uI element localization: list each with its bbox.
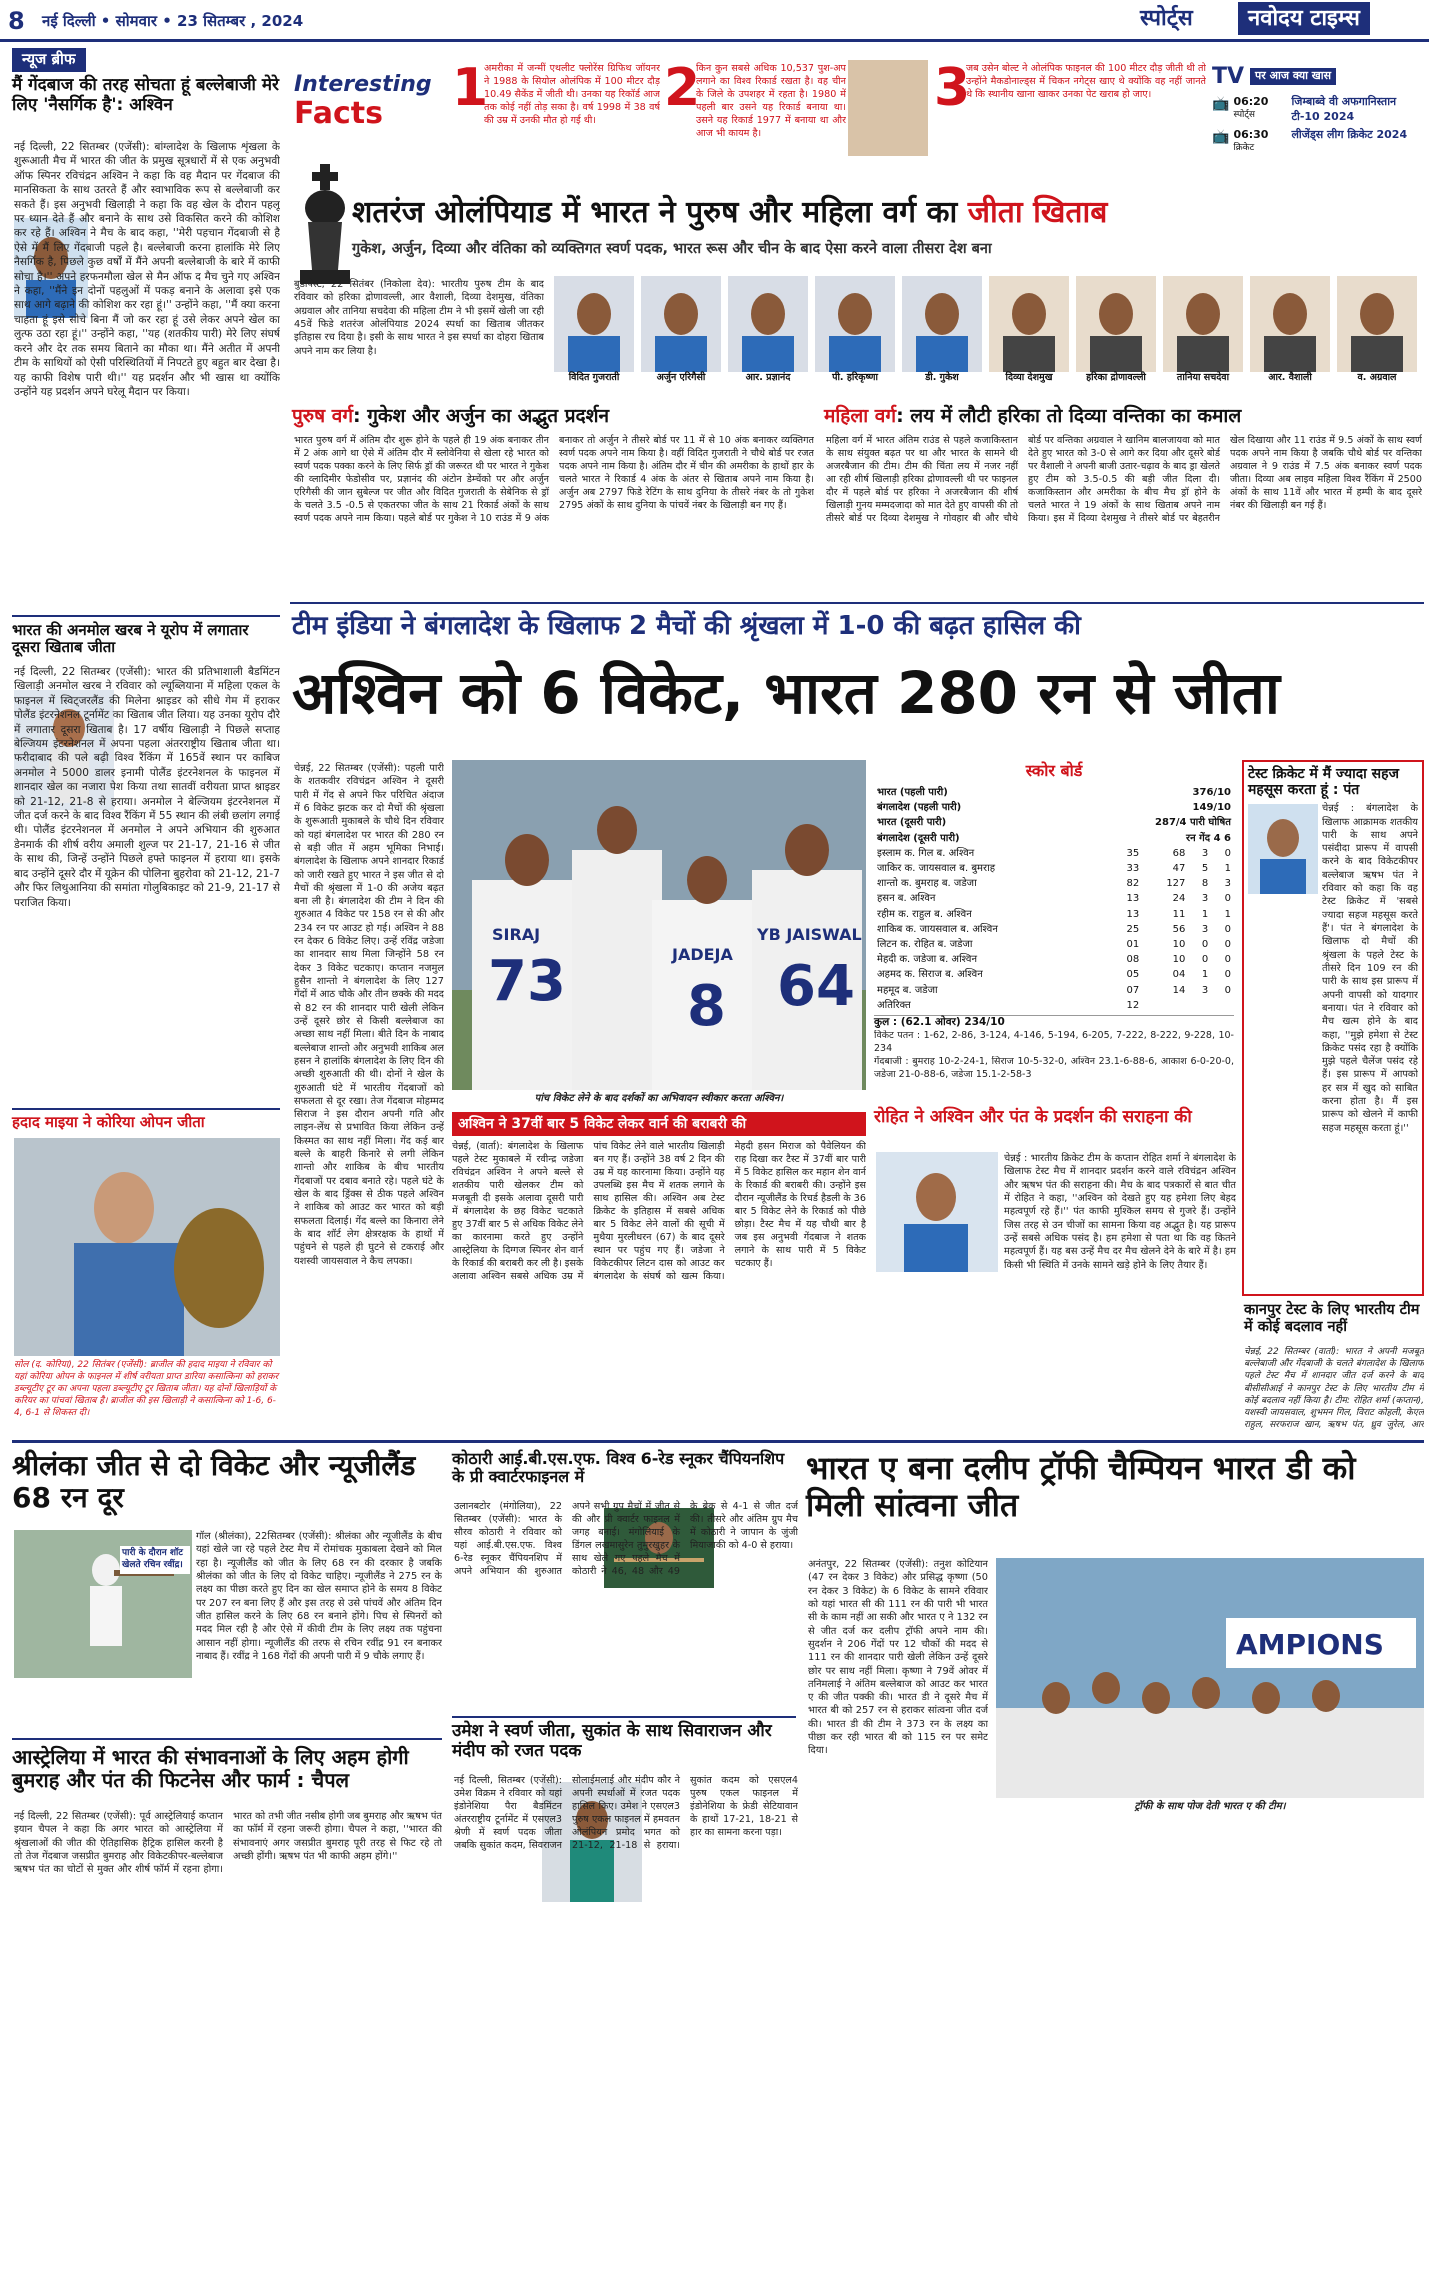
player-name: व. अग्रवाल	[1357, 372, 1397, 383]
batter-cell: अहमद क. सिराज ब. अश्विन	[877, 969, 983, 981]
batter-cell: शाकिब क. जायसवाल ब. अश्विन	[877, 923, 998, 935]
news-brief-label: न्यूज ब्रीफ	[12, 48, 86, 72]
batter-cell: 47	[1172, 863, 1186, 875]
scoreboard-innings-table	[874, 785, 1234, 846]
batter-row	[874, 891, 1234, 906]
batter-cell: रहीम क. राहुल ब. अश्विन	[877, 908, 972, 920]
warne-body: चेन्नई, (वार्ता): बंगलादेश के खिलाफ पहले टेस्ट मुकाबले में रवीन्द्र जडेजा रविचंद्रन अश्विन ने अपने बल्ले से शतकीय पारी खेलकर टीम को मजबूती दी इसके अलावा दूसरी पारी में बंगलादेश के छह विकेट चटकाते हुए 37वीं बार 5 से अधिक विकेट लेने का कारनामा करते हुए उन्होंने आस्ट्रेलिया के दिग्गज स्पिनर शेन वार्न के रिकार्ड की बराबरी कर ली है। इसके अलावा अश्विन सबसे अधिक उम्र में पांच विकेट लेने वाले भारतीय खिलाड़ी बन गए हैं। उन्होंने 38 वर्ष 2 दिन की उम्र में यह कारनामा किया। उन्होंने यह उपलब्धि इस मैच में शतक लगाने के साथ हासिल की। अश्विन अब टेस्ट क्रिकेट के इतिहास में सबसे अधिक बार 5 विकेट लेने वालों की सूची में मुथैया मुरलीधरन (67) के बाद दूसरे स्थान पर पहुंच गए हैं। जडेजा ने विकेटकीपर लिटन दास को आउट कर बंगलादेश के संघर्ष को खत्म किया। मेहदी हसन मिराज को पैवेलियन की राह दिखा कर टैस्ट में 37वीं बार पारी में 5 विकेट हासिल कर महान शेन वार्न के रिकार्ड की बराबरी की। उन्होंने इस दौरान न्यूजीलैंड के रिचर्ड हैडली के 36 बार 5 विकेट लेने के रिकार्ड को पीछे छोड़ा। टैस्ट मैच में यह चौथी बार है जब इस अनुभवी गेंदबाज ने शतक लगाने के साथ पारी में 5 विकेट चटकाए हैं।	[452, 1141, 866, 1283]
chess-headline-accent: जीता खिताब	[967, 195, 1108, 230]
chess-player	[987, 276, 1071, 396]
batter-cell: 08	[1126, 954, 1140, 966]
batter-cell: 1	[1201, 969, 1209, 981]
tv-channel: क्रिकेट	[1233, 142, 1255, 153]
facts-title-top: Interesting	[294, 72, 432, 97]
ashwin-brief-body: नई दिल्ली, 22 सितम्बर (एजेंसी): बांग्लादेश के खिलाफ शृंखला के शुरूआती मैच में भारत की जीत के प्रमुख सूत्रधारों में से एक अनुभवी ऑफ स्पिनर रविचंद्रन अश्विन ने कहा कि वह मैदान पर गेंदबाज की मानसिकता के साथ उतरते हैं और स्वाभाविक रूप से बल्लेबाजी कर सकते हैं। इस अनुभवी खिलाड़ी ने कहा कि वह खेल के दौरान पहलू पर ध्यान देते हैं और बनाने के साथ उसे विकसित करने की कोशिश कर रहे हैं। अश्विन ने मैच के बाद कहा, ''मेरी पहचान गेंदबाजी से है ऐसे में मैं लिए गेंदबाजी पहले है। बल्लेबाजी करना हालांकि मेरे लिए नैसर्गिक है, पिछले कुछ वर्षों में मैंने अपनी बल्लेबाजी के बारे में काफी सोचा है।'' अपने हरफनमौला खेल से मैन ऑफ द मैच चुने गए अश्विन ने कहा, ''मैंने इन दोनों पहलुओं में पकड़ बनाने के अलावा इसे एक साथ आगे बढ़ाने की कोशिश कर रहा हूं।'' उन्होंने कहा, ''मैं क्या करना चाहता हूं इसे सोचे बिना मैं जो कर रहा हूं उसे लेकर अपने खेल का लुत्फ उठा रहा हूं।'' उन्होंने कहा, ''यह (शतकीय पारी) मेरे लिए संघर्ष करने और देर तक समय बिताने का मौका था। मैंने अतीत में अपनी टीम के साथियों को ऐसी परिस्थितियों में निपटते हुए बहुत बार देखा है। यह काफी विशेष पारी थी।'' यह प्रदर्शन और भी खास था क्योंकि उन्होंने यह प्रदर्शन अपने घरेलू मैदान पर किया।	[14, 141, 280, 398]
fact-2-number: 2	[664, 58, 701, 118]
shirt-name: JADEJA	[672, 945, 733, 964]
kanpur-headline: कानपुर टेस्ट के लिए भारतीय टीम में कोई बदलाव नहीं	[1244, 1302, 1420, 1335]
batter-cell: 5	[1201, 863, 1209, 875]
batter-cell: 3	[1224, 878, 1231, 890]
innings-team: भारत (दूसरी पारी)	[877, 817, 947, 829]
batter-cell: 68	[1172, 847, 1186, 859]
batter-cell: 35	[1126, 847, 1140, 859]
dt-headline: भारत ए बना दलीप ट्रॉफी चैम्पियन भारत डी को मिली सांत्वना जीत	[806, 1449, 1356, 1524]
divider	[12, 1738, 442, 1740]
batter-cell: शान्तो क. बुमराह ब. जडेजा	[877, 878, 977, 890]
player-photo	[815, 276, 895, 372]
batter-cell: 0	[1224, 969, 1231, 981]
tv-icon: 📺	[1212, 129, 1230, 146]
shirt-number: 64	[777, 954, 855, 1019]
player-photo	[989, 276, 1069, 372]
batter-cell	[1188, 998, 1211, 1013]
scoreboard-fow: विकेट पतन : 1-62, 2-86, 3-124, 4-146, 5-194, 6-205, 7-222, 8-222, 9-228, 10-234	[874, 1029, 1234, 1054]
cricket-kicker: टीम इंडिया ने बंगलादेश के खिलाफ 2 मैचों की श्रृंखला में 1-0 की बढ़त हासिल की	[292, 611, 1081, 641]
batter-cell	[1142, 998, 1188, 1013]
player-name: आर. प्रज्ञानंद	[745, 372, 791, 383]
anmol-body: नई दिल्ली, 22 सितम्बर (एजेंसी): भारत की प्रतिभाशाली बैडमिंटन खिलाड़ी अनमोल खरब ने रविवार को ल्यूब्लियाना में महिला एकल के फाइनल में स्विट्जरलैंड की मिलेना श्नाइडर को सीधे गेम में हराकर पोलैंड इंटरनेशनल टूर्नामेंट का खिताब जीत लिया। यह उनका यूरोप दौरे में लगातार दूसरा खिताब है। 17 वर्षीय खिलाड़ी ने पिछले सप्ताह बेल्जियम इंटरनेशनल में अपना पहला अंतरराष्ट्रीय खिताब जीता था। फरीदाबाद की पले बढ़ी विश्व रैंकिंग में 165वें स्थान पर काबिज अनमोल ने 5000 डालर इनामी पोलैंड इंटरनेशनल के फाइनल में शानदार खेल का नजारा पेश किया तथा सातवीं वरीयता प्राप्त श्नाइडर को 21-12, 21-8 से हराया। अनमोल ने बेल्जियम इंटरनेशनल में जीत दर्ज करने के बाद विश्व रैंकिंग में 55 स्थान की लंबी छलांग लगाई थी। पोलैंड इंटरनेशनल में अनमोल ने अपने अभियान की शुरुआत डेनमार्क की शीर्ष वरीय अमाली शुल्ज पर 21-17, 21-16 से जीत के साथ की, जिन्हें उन्होंने पिछले हफ्ते फाइनल में हराया था। इसके बाद उन्होंने दूसरे दौर में यूक्रेन की पोलिना बुहरोवा को 21-12, 21-7 और फिर लिथुआनिया की समांता गोलुबिकाइट को 21-9, 21-17 से पराजित किया।	[14, 666, 280, 909]
batter-cell: मेहदी क. जडेजा ब. अश्विन	[877, 954, 978, 966]
batter-cell: 0	[1224, 938, 1231, 950]
player-photo	[902, 276, 982, 372]
divider	[452, 1716, 796, 1718]
fact-3-text: जब उसेन बोल्ट ने ओलंपिक फाइनल की 100 मीटर दौड़ जीती थी तो उन्होंने मैकडोनाल्ड्स में चिकन नगेट्स खाए थे क्योंकि वह नहीं जानते थे कि स्थानीय खाना खाकर उनका पेट खराब हो जाए।	[966, 63, 1206, 101]
chess-intro: बुडापेस्ट, 22 सितंबर (निकोला देव): भारतीय पुरुष टीम के बाद रविवार को हरिका द्रोणावल्ली, आर वैशाली, दिव्या देशमुख, वंतिका अग्रवाल और तानिया सचदेवा की महिला टीम ने भी इसमें खेली जा रही 45वें फिडे शतरंज ओलंपियाड 2024 स्पर्धा का खिताब जीतकर इतिहास रच दिया है। इसी के साथ भारत ने इस स्पर्धा का दोहरा खिताब अपने नाम कर लिया है।	[294, 279, 544, 357]
player-name: विदित गुजराती	[568, 372, 620, 383]
kotari-headline: कोठारी आई.बी.एस.एफ. विश्व 6-रेड स्नूकर चैंपियनशिप के प्री क्वार्टरफाइनल में	[452, 1449, 785, 1487]
batter-cell: 1	[1224, 908, 1231, 920]
batter-cell: 0	[1224, 923, 1231, 935]
batter-cell: 33	[1126, 863, 1140, 875]
kotari-body: उलानबटोर (मंगोलिया), 22 सितम्बर (एजेंसी): भारत के सौरव कोठारी ने रविवार को यहां आई.बी.एस.एफ. विश्व 6-रेड स्नूकर चैंपियनशिप में अपने अभियान की शुरुआत अपने सभी ग्रुप मैचों में जीत से की और प्री क्वार्टर फाइनल में जगह बनाई। मंगोलियाई के डिंगल लखमासुरेन तुमुरखुहर के साथ खेले गए पहले मैच में कोठारी ने 46, 48 और 49 के ब्रेक से 4-1 से जीत दर्ज की। तीसरे और अंतिम ग्रुप मैच में कोठारी ने जापान के जुंजी मियाजाकी को 4-0 से हराया।	[454, 1501, 798, 1578]
shirt-name: SIRAJ	[492, 925, 541, 944]
dateline: नई दिल्ली • सोमवार • 23 सितम्बर , 2024	[42, 12, 304, 30]
shirt-name: YB JAISWAL	[757, 925, 862, 944]
aus-headline: आस्ट्रेलिया में भारत की संभावनाओं के लिए अहम होगी बुमराह और पंत की फिटनेस और फार्म : चैपल	[12, 1745, 409, 1792]
batter-cell: 8	[1201, 878, 1209, 890]
batter-row	[874, 998, 1234, 1013]
tv-show: लीजेंड्स लीग क्रिकेट 2024	[1291, 128, 1408, 142]
pant-body: चेन्नई : बंगलादेश के खिलाफ आक्रामक शतकीय पारी के साथ अपने पसंदीदा प्रारूप में वापसी करने के बाद विकेटकीपर बल्लेबाज ऋषभ पंत ने रविवार को कहा कि वह टेस्ट क्रिकेट में 'सबसे ज्यादा सहज महसूस करते हैं'। पंत ने बंगलादेश के खिलाफ दो मैचों की श्रृंखला के पहले टेस्ट के तीसरे दिन 109 रन की पारी के साथ इस प्रारूप में अपनी वापसी को यादगार बनाया। पंत ने रविवार को मैच खत्म होने के बाद कहा, ''मुझे हमेशा से टेस्ट क्रिकेट पसंद रहा है क्योंकि मुझे पहले चैलेंज पसंद रहे हैं। इस प्रारूप में आपको हर सत्र में खुद को साबित करना होता है। मैं इस प्रारूप को खेलने में काफी सहज महसूस करता हूं।''	[1322, 803, 1418, 1134]
facts-title-bottom: Facts	[294, 96, 383, 132]
batter-cell: 1	[1201, 908, 1209, 920]
player-name: अर्जुन एरिगैसी	[656, 372, 706, 383]
tv-time: 06:30	[1233, 128, 1269, 142]
tv-subtitle: पर आज क्या खास	[1250, 68, 1336, 85]
innings-score: 287/4 पारी घोषित	[1155, 817, 1231, 829]
batter-cell: 12	[1126, 999, 1140, 1011]
fact-2-text: किन कुन सबसे अधिक 10,537 पुश-अप लगाने का विश्व रिकार्ड रखता है। वह चीन के जिले के उपशहर में रहता है। 1980 में पहली बार उसने यह रिकार्ड बनाया था। उसने यह रिकार्ड 1977 में बनाया था और आज भी कायम है।	[696, 63, 846, 140]
batter-cell: 3	[1201, 984, 1209, 996]
batter-cell: 0	[1224, 893, 1231, 905]
haddad-photo	[14, 1138, 280, 1356]
batter-cell: 25	[1126, 923, 1140, 935]
scoreboard-line	[874, 800, 1234, 815]
batter-cell: 04	[1172, 969, 1186, 981]
batter-row	[874, 983, 1234, 998]
scoreboard-title: स्कोर बोर्ड	[1025, 761, 1083, 780]
chess-player	[813, 276, 897, 396]
chess-player	[900, 276, 984, 396]
batter-cell: 127	[1166, 878, 1186, 890]
chess-player	[1335, 276, 1419, 396]
batter-cell: जाकिर क. जायसवाल ब. बुमराह	[877, 863, 996, 875]
fact-1-number: 1	[452, 58, 489, 118]
batter-cell: 56	[1172, 923, 1186, 935]
batter-cell: 0	[1201, 954, 1209, 966]
batter-cell: 82	[1126, 878, 1140, 890]
scoreboard-bowling: गेंदबाजी : बुमराह 10-2-24-1, सिराज 10-5-32-0, अश्विन 23.1-6-88-6, आकाश 6-0-20-0, जडेजा 21-0-88-6, जडेजा 15.1-2-58-3	[874, 1055, 1234, 1080]
tv-channel: स्पोर्ट्स	[1233, 109, 1256, 120]
player-photo	[554, 276, 634, 372]
batter-cell: 05	[1126, 969, 1140, 981]
umesh-headline: उमेश ने स्वर्ण जीता, सुकांत के साथ सिवाराजन और मंदीप को रजत पदक	[452, 1721, 772, 1761]
innings-team: भारत (पहली पारी)	[877, 787, 948, 799]
divider	[12, 1108, 280, 1110]
anmol-headline: भारत की अनमोल खरब ने यूरोप में लगातार दूसरा खिताब जीता	[12, 621, 249, 657]
batter-cell: 01	[1126, 938, 1140, 950]
rohit-headline: रोहित ने अश्विन और पंत के प्रदर्शन की सराहना की	[874, 1107, 1192, 1127]
batter-row	[874, 876, 1234, 891]
scoreboard-line	[874, 785, 1234, 800]
scoreboard-batting-table	[874, 846, 1234, 1013]
batter-cell: लिटन क. रोहित ब. जडेजा	[877, 938, 973, 950]
chess-player	[1248, 276, 1332, 396]
women-section-head	[824, 404, 1424, 429]
kanpur-body: चेन्नई, 22 सितम्बर (वार्ता): भारत ने अपनी मजबूत बल्लेबाजी और गेंदबाजी के चलते बंगलादेश के खिलाफ पहले टेस्ट मैच में शानदार जीत दर्ज करने के बाद बीसीसीआई ने कानपुर टेस्ट के लिए भारतीय टीम में कोई बदलाव नहीं किया है। टीम: रोहित शर्मा (कप्तान), यशस्वी जायसवाल, शुभमन गिल, विराट कोहली, केएल राहुल, सरफराज खान, ऋषभ पंत, ध्रुव जुरेल, आर	[1244, 1347, 1424, 1431]
player-name: दिव्या देशमुख	[1005, 372, 1053, 383]
chess-player	[1074, 276, 1158, 396]
pant-headline: टेस्ट क्रिकेट में मैं ज्यादा सहज महसूस करता हूं : पंत	[1248, 766, 1399, 799]
ashwin-brief-headline: मैं गेंदबाज की तरह सोचता हूं बल्लेबाजी मेरे लिए 'नैसर्गिक है': अश्विन	[12, 75, 280, 115]
dt-team-photo	[996, 1558, 1424, 1798]
dt-body-cont	[996, 1822, 1424, 2280]
innings-team: बंगलादेश (दूसरी पारी)	[877, 832, 960, 844]
batter-cell: 0	[1224, 984, 1231, 996]
innings-team: बंगलादेश (पहली पारी)	[877, 802, 962, 814]
divider	[12, 615, 280, 617]
batter-cell: महमूद ब. जडेजा	[877, 984, 938, 996]
top-bar	[0, 0, 1429, 42]
innings-score: 376/10	[1192, 787, 1231, 799]
batter-cell: 24	[1172, 893, 1186, 905]
player-photo	[1250, 276, 1330, 372]
batter-row	[874, 861, 1234, 876]
innings-score: 149/10	[1192, 802, 1231, 814]
ashwin-celebration-photo	[452, 760, 866, 1090]
batter-cell: 10	[1172, 938, 1186, 950]
section-name: स्पोर्ट्स	[1140, 6, 1193, 31]
batter-cell: 1	[1224, 863, 1231, 875]
rohit-body: चेन्नई : भारतीय क्रिकेट टीम के कप्तान रोहित शर्मा ने बंगलादेश के खिलाफ टेस्ट मैच में शानदार प्रदर्शन करने वाले रविचंद्रन अश्विन और ऋषभ पंत की सराहना की। मैच के बाद पत्रकारों से बात चीत में रोहित ने कहा, ''अश्विन को देखते हुए यह हमेशा लिए बेहद महत्वपूर्ण रहे हैं।'' पंत काफी मुश्किल समय से गुजरे हैं। उन्होंने जिस तरह से उन चीजों का सामना किया वह अद्भुत है। यह प्रारूप उन्हें सबसे अधिक पसंद है। हम हमेशा से पता था कि वह कितने महत्वपूर्ण हैं। यह बस उन्हें मैच दर मैच खेलने देने के बारे में है। हम किसी भी स्थिति में उनके सामने खड़े होने के लिए तैयार हैं।	[1004, 1153, 1236, 1271]
facts-logo	[294, 70, 444, 150]
chess-subhead: गुकेश, अर्जुन, दिव्या और वंतिका को व्यक्तिगत स्वर्ण पदक, भारत रूस और चीन के बाद ऐसा करने वाला तीसरा देश बना	[352, 241, 992, 257]
haddad-photo-svg	[14, 1138, 280, 1356]
batter-cell: 0	[1224, 954, 1231, 966]
chess-headline-main: शतरंज ओलंपियाड में भारत ने पुरुष और महिला वर्ग का	[352, 195, 958, 230]
scoreboard	[874, 760, 1234, 1100]
scoreboard-line	[874, 815, 1234, 830]
champions-banner: AMPIONS	[1236, 1628, 1384, 1661]
chess-player	[639, 276, 723, 396]
player-photo	[641, 276, 721, 372]
player-name: आर. वैशाली	[1268, 372, 1312, 383]
shirt-number: 73	[488, 949, 566, 1014]
batter-row	[874, 846, 1234, 861]
tv-icon: 📺	[1212, 96, 1230, 113]
batter-cell: 13	[1126, 908, 1140, 920]
player-photo	[728, 276, 808, 372]
pant-photo	[1248, 804, 1318, 894]
batter-cell: 3	[1201, 923, 1209, 935]
fact-3-number: 3	[934, 58, 971, 118]
chess-player	[1161, 276, 1245, 396]
batter-cell: 14	[1172, 984, 1186, 996]
tv-label: TV	[1212, 64, 1245, 89]
haddad-headline: हदाद माइया ने कोरिया ओपन जीता	[12, 1113, 205, 1131]
celebration-caption: पांच विकेट लेने के बाद दर्शकों का अभिवादन स्वीकार करता अश्विन।	[534, 1093, 784, 1104]
player-photo	[1076, 276, 1156, 372]
batter-row	[874, 907, 1234, 922]
batter-cell: 0	[1201, 938, 1209, 950]
dt-body: अनंतपुर, 22 सितम्बर (एजेंसी): तनुश कोटियान (47 रन देकर 3 विकेट) और प्रसिद्ध कृष्णा (50 रन देकर 3 विकेट) के 6 विकेट के सामने रविवार को यहां भारत सी की 111 रन की पारी भी भारत सी के काम नहीं आ सकी और भारत ए ने 132 रन से जीत दर्ज कर दलीप ट्रॉफी अपने नाम की। सुदर्शन ने 206 गेंदों पर 12 चौकों की मदद से 111 रन की शानदार पारी खेली लेकिन उन्हें दूसरे छोर पर साथ नहीं मिला। कृष्णा ने 79वें ओवर में तनिमलाई ने अंतिम बल्लेबाज को आउट कर भारत ए की जीत पक्की की। भारत डी ने दूसरे मैच में भारत बी को 257 रन से हराकर सांत्वना जीत दर्ज की। भारत डी की टीम ने 373 रन के लक्ष्य का पीछा कर रही भारत बी को 115 रन पर समेट दिया।	[808, 1559, 988, 1757]
batter-cell: 13	[1126, 893, 1140, 905]
player-name: डी. गुकेश	[925, 372, 959, 383]
tv-time: 06:20	[1233, 95, 1269, 109]
player-name: पी. हरिकृष्णा	[832, 372, 878, 383]
shirt-number: 8	[687, 974, 726, 1039]
celebration-svg	[452, 760, 866, 1090]
dt-caption: ट्रॉफी के साथ पोज देती भारत ए की टीम।	[1134, 1801, 1286, 1812]
masthead: नवोदय टाइम्स	[1238, 2, 1370, 35]
dt-team-svg	[996, 1558, 1424, 1798]
aus-body: नई दिल्ली, 22 सितम्बर (एजेंसी): पूर्व आस्ट्रेलियाई कप्तान इयान चैपल ने कहा कि अगर भारत को आस्ट्रेलिया में श्रृंखलाओं की जीत की ऐतिहासिक हैट्रिक हासिल करनी है तो तेज गेंदबाज जसप्रीत बुमराह और विकेटकीपर-बल्लेबाज ऋषभ पंत का चोटों से मुक्त और शीर्ष फॉर्म में रहना होगा। भारत को तभी जीत नसीब होगी जब बुमराह और ऋषभ पंत का फॉर्म में रहना जरूरी होगा। चैपल ने कहा, ''भारत की संभावनाएं अगर जसप्रीत बुमराह पूरी तरह से फिट रहे तो अच्छी होंगी। ऋषभ पंत भी काफी अहम होंगे।''	[14, 1811, 442, 1876]
batter-cell: इस्लाम क. गिल ब. अश्विन	[877, 847, 975, 859]
warne-headline: अश्विन ने 37वीं बार 5 विकेट लेकर वार्न की बराबरी की	[452, 1112, 866, 1136]
fact-2-photo	[848, 60, 928, 156]
pant-box	[1242, 760, 1424, 1296]
women-body: महिला वर्ग में भारत अंतिम राउंड से पहले कजाकिस्तान के साथ संयुक्त बढ़त पर था और भारत के सामने थी अजरबैजान की टीम। टीम की चिंता लय में नजर नहीं आ रही शीर्ष खिलाड़ी हरिका द्रोणावल्ली थी पर फाइनल दौर में पहले बोर्ड पर हरिका ने अजरबैजान की शीर्ष खिलाड़ी गुनय मम्मदजादा को मात देते हुए वापसी की तो तीसरे बोर्ड पर दिव्या देशमुख ने गोवहार बी और चौथे बोर्ड पर वन्तिका अग्रवाल ने खानिम बालजायवा को मात देते हुए भारत को 3-0 से आगे कर दिया और दूसरे बोर्ड पर वैशाली ने अपनी बाजी उतार-चढ़ाव के बाद ड्रा खेलते हुए टीम को 3.5-0.5 की बड़ी जीत दिला दी। कजाकिस्तान और अमरीका के बीच मैच ड्रॉ होने के चलते भारत ने 19 अंकों के साथ खिताब अपने नाम किया। इस में दिव्या देशमुख ने तीसरे बोर्ड पर बेहतरीन खेल दिखाया और 11 राउंड में 9.5 अंकों के साथ स्वर्ण पदक अपने नाम किया है जबकि चौथे बोर्ड पर वन्तिका अग्रवाल ने 9 राउंड में 7.5 अंक बनाकर स्वर्ण पदक जीता। दिव्या अब लाइव महिला विश्व रैंकिंग में 2500 अंकों के साथ 11वें और भारत में हम्पी के बाद दूसरे नंबर की खिलाड़ी बन गई हैं।	[826, 435, 1422, 525]
rohit-photo-svg	[876, 1152, 998, 1272]
chess-headline	[352, 196, 1412, 231]
player-name: हरिका द्रोणावल्ली	[1086, 372, 1146, 383]
sl-headline: श्रीलंका जीत से दो विकेट और न्यूजीलैंड 68 रन दूर	[12, 1449, 416, 1515]
divider	[12, 1440, 1424, 1443]
tv-show: जिम्बाब्वे वी अफगानिस्तान टी-10 2024	[1291, 95, 1397, 123]
batter-cell: 10	[1172, 954, 1186, 966]
batter-row	[874, 967, 1234, 982]
innings-score: रन गेंद 4 6	[1186, 832, 1231, 844]
batter-cell: 3	[1201, 893, 1209, 905]
umesh-body: नई दिल्ली, सितम्बर (एजेंसी): उमेश विक्रम ने रविवार को यहां इंडोनेशिया पैरा बैडमिंटन अंतरराष्ट्रीय टूर्नामेंट में एसएल3 श्रेणी में स्वर्ण पदक जीता जबकि सुकांत कदम, सिवराजन सोलाईमलाई और मंदीप कौर ने अपनी स्पर्धाओं में रजत पदक हासिल किए। उमेश ने एसएल3 पुरुष एकल फाइनल में हमवतन ओलंपियन प्रमोद भगत को 21-12, 21-18 से हराया। सुकांत कदम को एसएल4 पुरुष एकल फाइनल में इंडोनेशिया के फ्रेडी सेटियावान के हाथों 17-21, 18-21 से हार का सामना करना पड़ा।	[454, 1775, 798, 1852]
batter-row	[874, 937, 1234, 952]
haddad-caption: सोल (द. कोरिया), 22 सितंबर (एजेंसी): ब्राजील की हदाद माइया ने रविवार को यहां कोरिया ओपन के फाइनल में शीर्ष वरीयता प्राप्त डारिया कसात्किना को हराकर डब्ल्यूटीए टूर का अपना पहला डब्ल्यूटीए टूर खिताब जीता। यह दोनों खिलाड़ियों के करियर का पांचवां खिताब है। ब्राजील की इस खिलाड़ी ने कसात्किना को 1-6, 6-4, 6-1 से शिकस्त दी।	[14, 1360, 279, 1418]
women-label: महिला वर्ग	[824, 405, 897, 427]
scoreboard-total: कुल : (62.1 ओवर) 234/10	[874, 1015, 1234, 1030]
batter-cell: 0	[1224, 847, 1231, 859]
batter-cell: 3	[1201, 847, 1209, 859]
batter-cell: हसन ब. अश्विन	[877, 893, 936, 905]
batter-cell: अतिरिक्त	[877, 999, 911, 1011]
sl-body: गॉल (श्रीलंका), 22सितम्बर (एजेंसी): श्रीलंका और न्यूजीलैंड के बीच यहां खेले जा रहे पहले टेस्ट मैच में रोमांचक मुकाबला देखने को मिल रहा है। न्यूजीलैंड को जीत के लिए 68 रन की दरकार है जबकि श्रीलंका को जीत के लिए दो विकेट चाहिए। न्यूजीलैंड ने 275 रन के लक्ष्य का पीछा करते हुए दिन का खेल समाप्त होने के समय 8 विकेट पर 207 रन बना लिए हैं और इस तरह से उसे पांचवें और अंतिम दिन जीत हासिल करने के लिए 68 रन बनाने होंगे। पिच से स्पिनरों को मदद मिल रही है और ऐसे में कीवी टीम के लिए लक्ष्य तक पहुंचना आसान नहीं होगा। न्यूजीलैंड की तरफ से रचिन रवींद्र 91 रन बनाकर नाबाद हैं। रवींद्र ने 168 गेंदों की अपनी पारी में 9 चौके लगाए हैं।	[196, 1531, 442, 1662]
rohit-photo	[876, 1152, 998, 1272]
chess-player	[726, 276, 810, 396]
page-number: 8	[8, 7, 25, 35]
men-label: पुरुष वर्ग	[292, 405, 354, 427]
men-body: भारत पुरुष वर्ग में अंतिम दौर शुरू होने के पहले ही 19 अंक बनाकर तीन में 2 अंक आगे था ऐसे में अंतिम दौर में स्लोवेनिया से खेला रहे भारत को स्वर्ण पदक पक्का करने के लिए सिर्फ ड्रॉ की जरूरत थी पर भारत ने गुकेश की व्लादिमीर फेडोसीव पर, प्रज्ञानंद की अंटोन डेम्चेंको पर और अर्जुन एरिगैसी की जान सुबेल्ज पर जीत और विदित गुजराती के सेबेनिक से ड्रॉ के चलते 3.5 -0.5 से एकतरफा जीत के साथ 21 रिकार्ड अंकों के साथ स्वर्ण पदक अपने नाम किया। पहले बोर्ड पर गुकेश ने 10 राउंड में 9 अंक बनाकर तो अर्जुन ने तीसरे बोर्ड पर 11 में से 10 अंक बनाकर व्यक्तिगत स्वर्ण पदक अपने नाम किया है। वहीं विदित गुजराती ने चौथे बोर्ड पर रजत पदक अपने नाम किया है। अंतिम दौर में चीन की अमरीका के हाथों हार के चलते भारत ने रिकार्ड 4 अंक के अंतर से खिताब अपने नाम किया है। अर्जुन अब 2797 फिडे रेटिंग के साथ दुनिया के तीसरे नंबर के तो गुकेश 2795 अंकों के साथ दुनिया के पांचवें नंबर के खिलाड़ी बन गए हैं।	[294, 435, 814, 525]
batter-cell: 07	[1126, 984, 1140, 996]
batter-row	[874, 922, 1234, 937]
player-photo	[1163, 276, 1243, 372]
chess-player	[552, 276, 636, 396]
men-head: : गुकेश और अर्जुन का अद्भुत प्रदर्शन	[353, 405, 610, 427]
player-photo	[1337, 276, 1417, 372]
tv-box	[1212, 62, 1424, 158]
batter-cell: 11	[1172, 908, 1186, 920]
women-head: : लय में लौटी हरिका तो दिव्या वन्तिका का कमाल	[896, 405, 1242, 427]
cricket-body: चेन्नई, 22 सितम्बर (एजेंसी): पहली पारी के शतकवीर रविचंद्रन अश्विन ने दूसरी पारी में गेंद से अपने फिर परिचित अंदाज में 6 विकेट झटक कर दो मैचों की श्रृंखला के शुरूआती मुकाबले के चौथे दिन रविवार को यहां बंगलादेश पर भारत की 280 रन से बड़ी जीत में अहम भूमिका निभाई।बंगलादेश के खिलाफ अपने शानदार रिकार्ड को जारी रखते हुए भारत ने इस जीत से दो मैचों की श्रृंखला में 1-0 की अजेय बढ़त बना ली है। बंगलादेश की टीम ने दिन की शुरुआत 4 विकेट पर 158 रन से की और 234 रन पर आउट हो गई। अश्विन ने 88 रन देकर 6 विकेट लिए। उन्हें रविंद्र जडेजा का शानदार साथ मिला जिन्होंने 58 रन देकर 3 विकेट चटकाए। कप्तान नजमुल हुसैन शान्तो ने बंगलादेश के लिए 127 गेंदों में आठ चौके और तीन छक्के की मदद से 82 रन की शानदार पारी खेली लेकिन उन्हें दूसरे छोर से किसी बल्लेबाज का अच्छा साथ नहीं मिला। बीते दिन के नाबाद बल्लेबाज शान्तो और अनुभवी शाकिब अल हसन ने हालांकि बंगलादेश के लिए दिन की अच्छी शुरुआती की थी। दोनों ने खेल के शुरुआती घंटे में भारतीय गेंदबाजों को सफलता से दूर रखा। तेज गेंदबाज मोहम्मद सिराज ने इस दौरान अपनी गति और लाइन-लेंथ से प्रभावित किया लेकिन उन्हें किस्मत का साथ नहीं मिला। गेंद कई बार बल्ले के बाहरी किनारे से लगी लेकिन शान्तो और शाकिब के बीच भारतीय गेंदबाजों पर दबाव बनाते रहे। पहले घंटे के खेल के बाद ड्रिंक्स से ठीक पहले अश्विन ने शाकिब को आउट कर भारत को बड़ी सफलता दिलाई। गेंद बल्ले का किनारा लेने के बाद शॉर्ट लेग क्षेत्ररक्षक के हाथों में पहुंचने से पहले ही घुटने से टकराई और यशस्वी जायसवाल ने कैच लपका।	[294, 763, 444, 1267]
scoreboard-line	[874, 831, 1234, 846]
batter-row	[874, 952, 1234, 967]
player-name: तानिया सचदेवा	[1176, 372, 1230, 383]
batter-cell	[1211, 998, 1234, 1013]
chess-players-row	[552, 276, 1422, 396]
cricket-headline: अश्विन को 6 विकेट, भारत 280 रन से जीता	[292, 659, 1280, 727]
sl-photo-caption: पारी के दौरान शॉट खेलते रचिन रवींद्र।	[120, 1546, 190, 1574]
men-section-head	[292, 404, 812, 429]
pant-photo-svg	[1248, 804, 1318, 894]
divider	[290, 602, 1424, 604]
fact-1-text: अमरीका में जन्मीं एथलीट फ्लोरेंस ग्रिफिथ जॉयनर ने 1988 के सियोल ओलंपिक में 100 मीटर दौड़ 10.49 सैकेंड में जीती थी। उनका यह रिकॉर्ड आज तक कोई नहीं तोड़ सका है। वर्ष 1998 में 38 वर्ष की उम्र में उनकी मौत हो गई थी।	[484, 63, 660, 127]
